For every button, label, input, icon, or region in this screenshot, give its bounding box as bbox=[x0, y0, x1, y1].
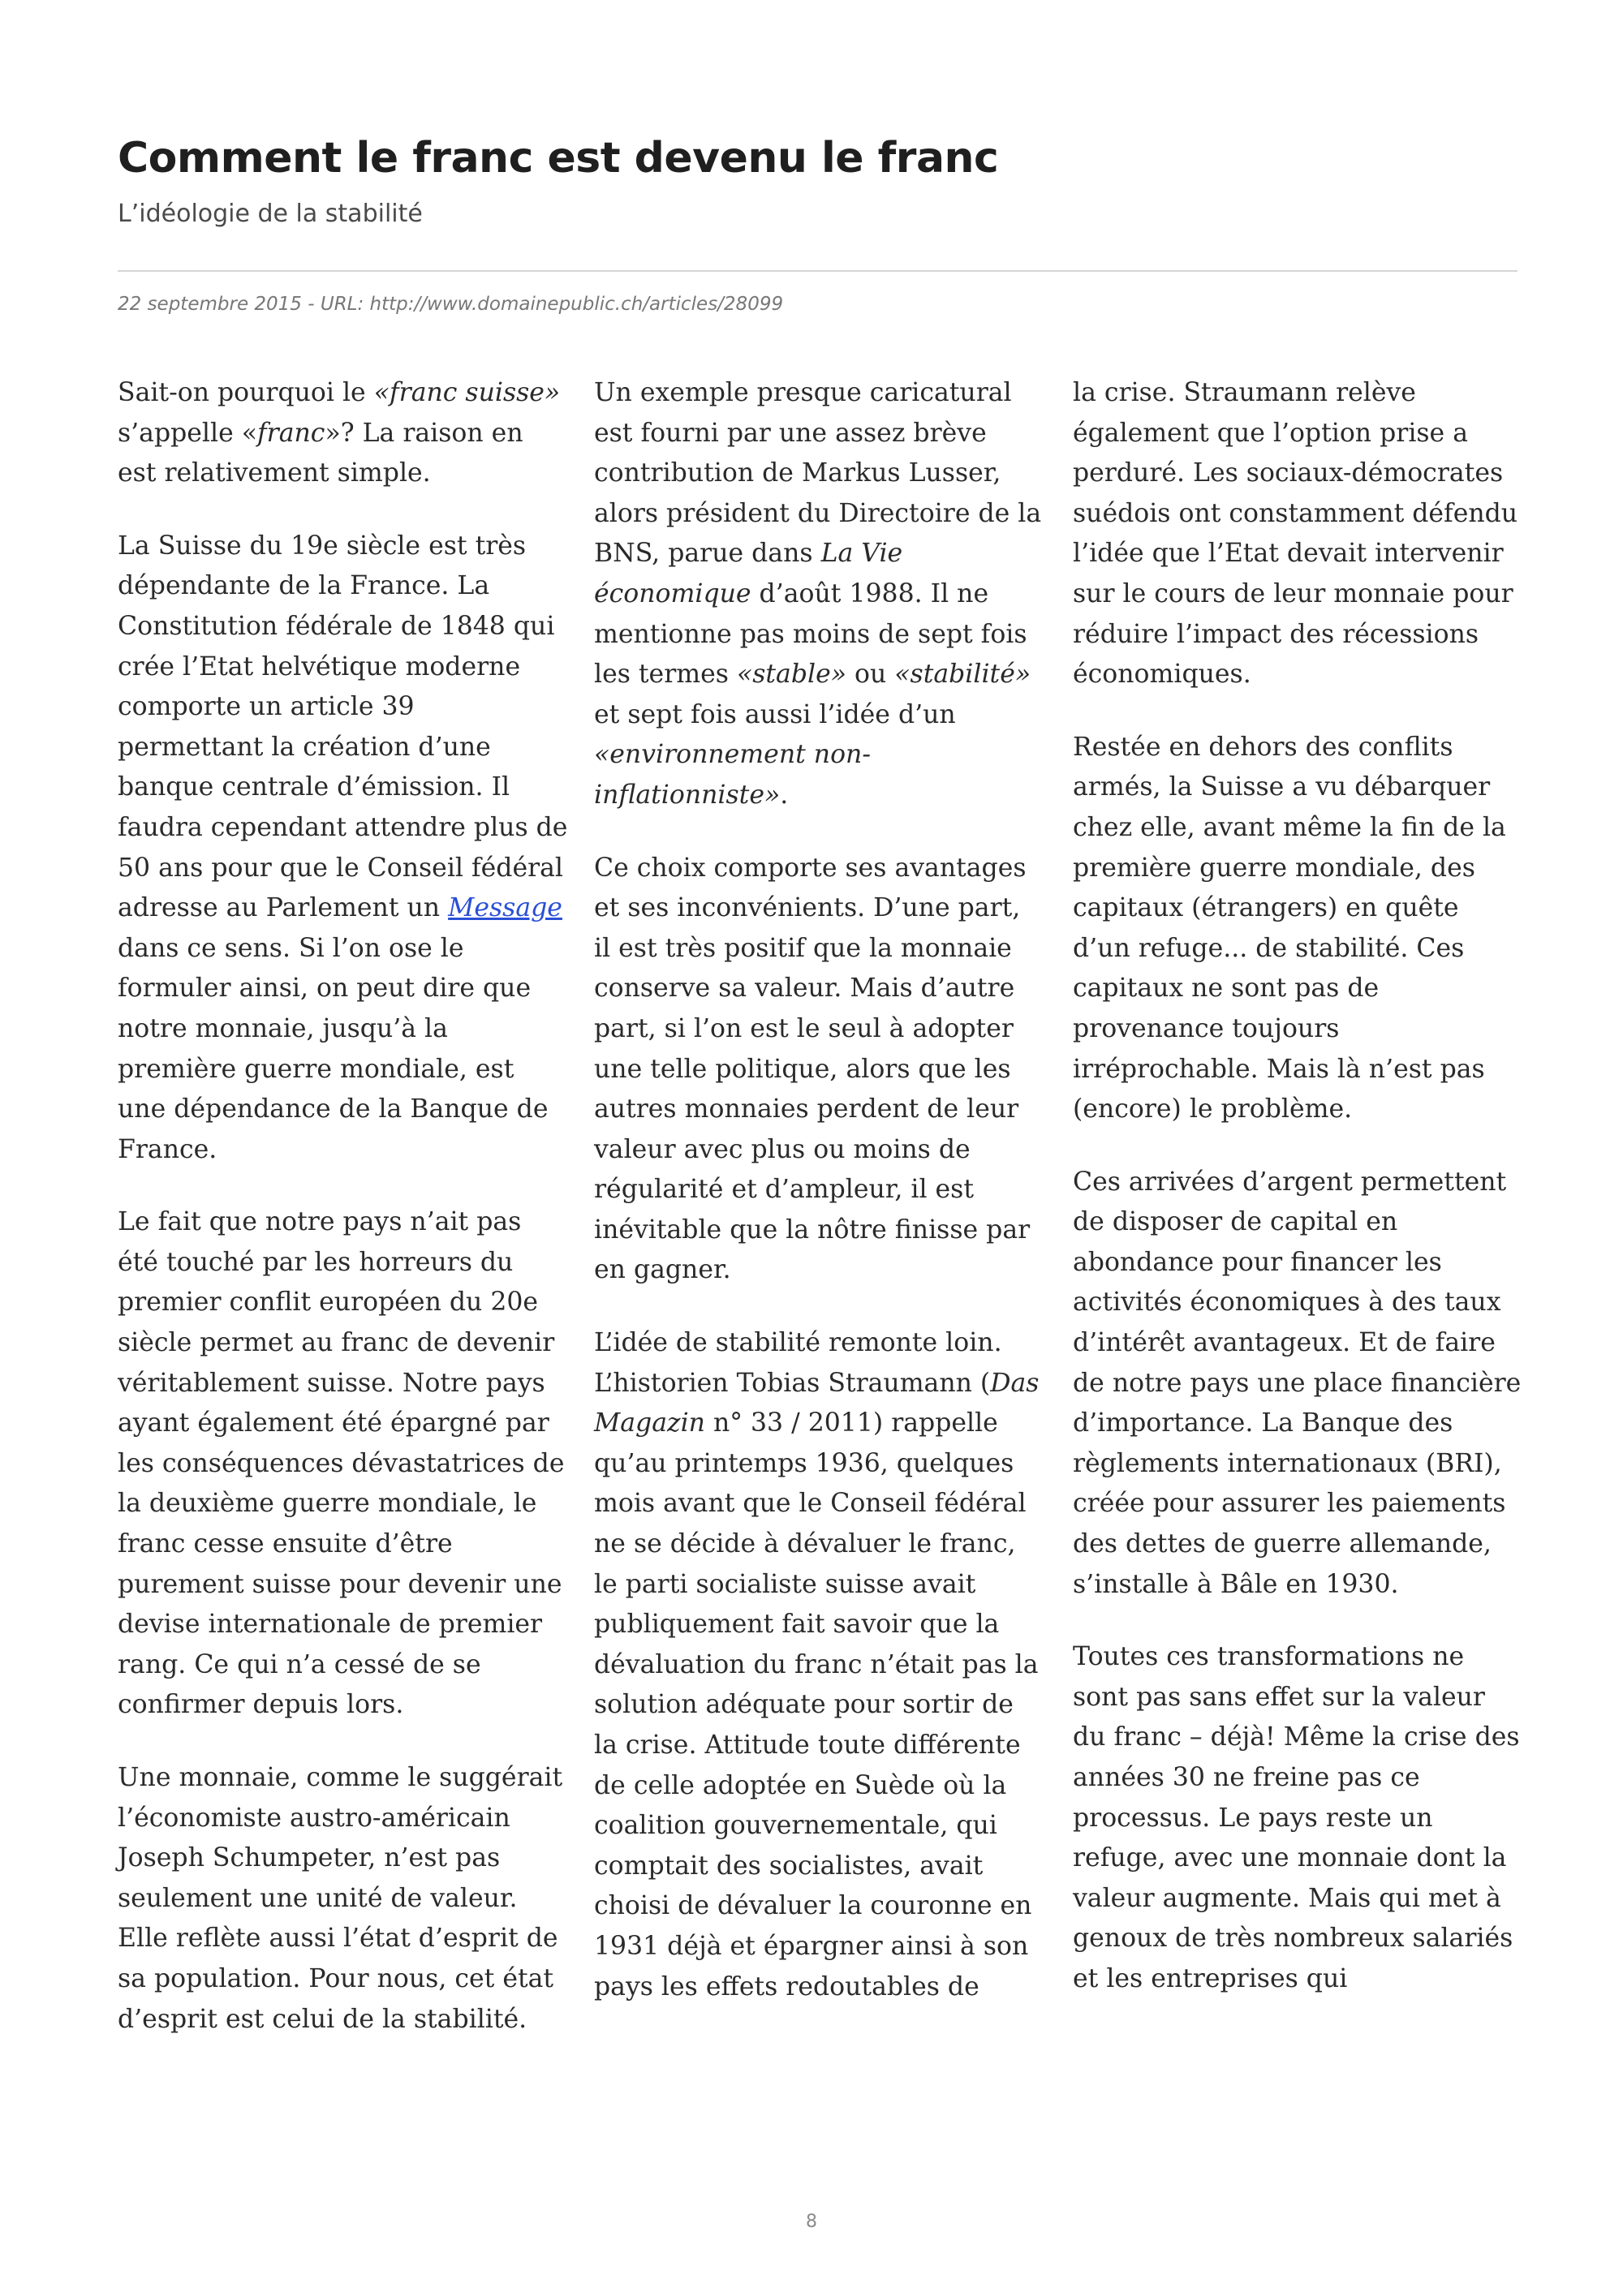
text-run: La Suisse du 19e siècle est très dépendante de la France. La Constitution fédérale de 1848 qui crée l’Etat helvétique moderne comporte un article 39 permettant la création d’une banque centrale d’émission. Il faudra cependant attendre plus de 50 ans pour que le Conseil fédéral adresse au Parlement un bbox=[118, 531, 568, 923]
text-run: Le fait que notre pays n’ait pas été touché par les horreurs du premier conflit européen du 20e siècle permet au franc de devenir véritablement suisse. Notre pays ayant également été épargné par les conséquences dévastatrices de la deuxième guerre mondiale, le franc cesse ensuite d’être purement suisse pour devenir une devise internationale de premier rang. Ce qui n’a cessé de se confirmer depuis lors. bbox=[118, 1207, 565, 1720]
paragraph bbox=[1073, 373, 1523, 695]
text-run: . bbox=[780, 780, 789, 810]
article-subtitle: L’idéologie de la stabilité bbox=[118, 200, 423, 228]
text-run: »? La raison en est relativement simple. bbox=[118, 418, 523, 488]
page-number: 8 bbox=[806, 2212, 817, 2232]
paragraph bbox=[1073, 1637, 1523, 1999]
text-run: Ces arrivées d’argent permettent de disposer de capital en abondance pour financer les activités économiques à des taux d’intérêt avantageux. Et de faire de notre pays une place financière d’importance. La Banque des règlements internationaux (BRI), créée pour assurer les paiements des dettes de guerre allemande, s’installe à Bâle en 1930. bbox=[1073, 1167, 1522, 1599]
text-run: d’août 1988. Il ne mentionne pas moins de sept fois les termes bbox=[594, 578, 1027, 690]
paragraph bbox=[118, 1202, 568, 1726]
text-run: et sept fois aussi l’idée d’un bbox=[594, 699, 956, 729]
article-meta: 22 septembre 2015 - URL: http://www.domainepublic.ch/articles/28099 bbox=[118, 294, 784, 315]
text-run: dans ce sens. Si l’on ose le formuler ainsi, on peut dire que notre monnaie, jusqu’à la première guerre mondiale, est une dépendance de la Banque de France. bbox=[118, 933, 549, 1164]
emphasis-text: La Vie économique bbox=[594, 539, 903, 608]
text-run: L’idée de stabilité remonte loin. L’historien Tobias Straumann ( bbox=[594, 1328, 1002, 1398]
paragraph bbox=[118, 527, 568, 1171]
article-title: Comment le franc est devenu le franc bbox=[118, 134, 999, 183]
text-run: Une monnaie, comme le suggérait l’économiste austro-américain Joseph Schumpeter, n’est pas seulement une unité de valeur. Elle reflète aussi l’état d’esprit de sa population. Pour nous, cet état d’esprit est celui de la stabilité. bbox=[118, 1763, 563, 2034]
emphasis-text: «franc suisse» bbox=[373, 378, 561, 407]
header-divider bbox=[118, 270, 1518, 272]
text-run: s’appelle « bbox=[118, 418, 258, 448]
article-header bbox=[118, 130, 1518, 230]
paragraph bbox=[118, 1758, 568, 2040]
paragraph bbox=[1073, 1163, 1523, 1606]
paragraph bbox=[1073, 728, 1523, 1130]
text-run: la crise. Straumann relève également que l’option prise a perduré. Les sociaux-démocrates suédois ont constamment défendu l’idée que l’Etat devait intervenir sur le cours de leur monnaie pour réduire l’impact des récessions économiques. bbox=[1073, 378, 1518, 690]
emphasis-text: Das Magazin bbox=[594, 1368, 1040, 1438]
text-run: n° 33 / 2011) rappelle qu’au printemps 1936, quelques mois avant que le Conseil fédéral ne se décide à dévaluer le franc, le parti socialiste suisse avait publiquement fait savoir que la dévaluation du franc n’était pas la solution adéquate pour sortir de la crise. Attitude toute différente de celle adoptée en Suède où la coalition gouvernementale, qui comptait des socialistes, avait choisi de dévaluer la couronne en 1931 déjà et épargner ainsi à son pays les effets redoutables de bbox=[594, 1408, 1039, 2001]
text-column-2 bbox=[594, 373, 1044, 2040]
text-run: Restée en dehors des conflits armés, la Suisse a vu débarquer chez elle, avant même la fin de la première guerre mondiale, des capitaux (étrangers) en quête d’un refuge... de stabilité. Ces capitaux ne sont pas de provenance toujours irréprochable. Mais là n’est pas (encore) le problème. bbox=[1073, 732, 1506, 1124]
text-run: ou bbox=[846, 660, 895, 690]
paragraph bbox=[594, 1323, 1044, 2007]
paragraph bbox=[118, 373, 568, 494]
paragraph bbox=[594, 849, 1044, 1292]
emphasis-text: franc bbox=[257, 418, 325, 448]
text-run: Ce choix comporte ses avantages et ses inconvénients. D’une part, il est très positif que la monnaie conserve sa valeur. Mais d’autre part, si l’on est le seul à adopter une telle politique, alors que les autres monnaies perdent de leur valeur avec plus ou moins de régularité et d’ampleur, il est inévitable que la nôtre finisse par en gagner. bbox=[594, 853, 1031, 1285]
text-run: Un exemple presque caricatural est fourni par une assez brève contribution de Markus Lusser, alors président du Directoire de la BNS, parue dans bbox=[594, 378, 1042, 569]
emphasis-text: «stabilité» bbox=[894, 660, 1031, 690]
message-link[interactable]: Message bbox=[448, 893, 562, 923]
paragraph bbox=[594, 373, 1044, 816]
emphasis-text: «stable» bbox=[736, 660, 846, 690]
text-run: Sait-on pourquoi le bbox=[118, 378, 374, 407]
text-column-3 bbox=[1073, 373, 1523, 2032]
emphasis-text: «environnement non-inflationniste» bbox=[594, 740, 871, 810]
text-run: Toutes ces transformations ne sont pas sans effet sur la valeur du franc – déjà! Même la crise des années 30 ne freine pas ce processus. Le pays reste un refuge, avec une monnaie dont la valeur augmente. Mais qui met à genoux de très nombreux salariés et les entreprises qui bbox=[1073, 1642, 1520, 1993]
text-column-1 bbox=[118, 373, 568, 2072]
